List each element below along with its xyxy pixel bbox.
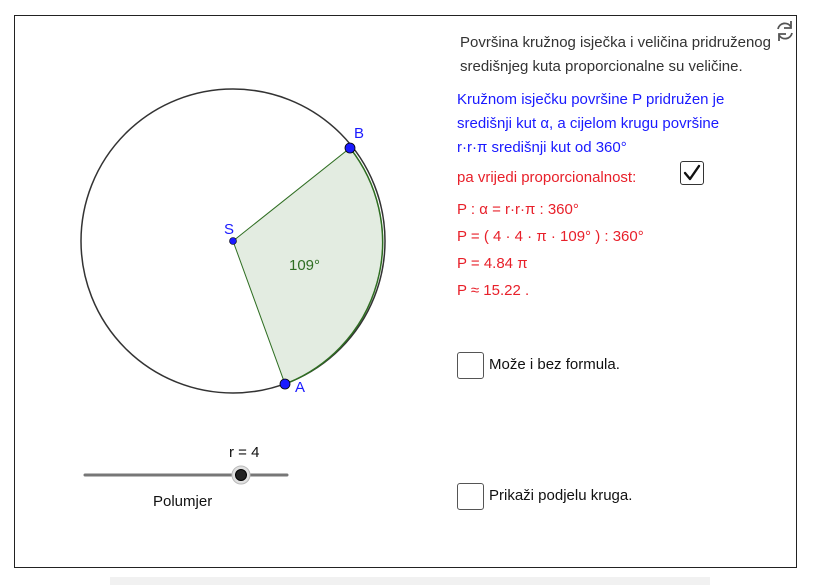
radius-value-label: r = 4 — [229, 444, 260, 461]
show-division-checkbox[interactable] — [457, 483, 484, 510]
angle-label: 109° — [289, 257, 321, 274]
point-a[interactable] — [280, 379, 290, 389]
blue-text-line-3: r·r·π središnji kut od 360° — [457, 139, 627, 156]
point-b-label: B — [354, 125, 365, 142]
point-b[interactable] — [345, 143, 355, 153]
description-line-1: Površina kružnog isječka i veličina pridruženog — [460, 34, 771, 51]
blue-text-line-2: središnji kut α, a cijelom krugu površine — [457, 115, 720, 132]
show-division-label: Prikaži podjelu kruga. — [489, 487, 633, 504]
point-a-label: A — [295, 379, 306, 396]
proportion-checkbox[interactable] — [680, 161, 704, 185]
blue-text-line-1: Kružnom isječku površine P pridružen je — [457, 91, 725, 108]
center-point-s — [230, 238, 237, 245]
proportion-label: pa vrijedi proporcionalnost: — [457, 169, 637, 186]
equation-3: P = 4.84 π — [457, 255, 528, 272]
reset-icon[interactable] — [778, 21, 792, 41]
radius-slider-thumb[interactable] — [236, 470, 247, 481]
equation-2: P = ( 4 · 4 · π · 109° ) : 360° — [457, 228, 644, 245]
check-mark-icon — [681, 162, 703, 184]
equation-1: P : α = r·r·π : 360° — [457, 201, 579, 218]
radius-slider-name: Polumjer — [153, 493, 213, 510]
center-label: S — [224, 221, 235, 238]
description-line-2: središnjeg kuta proporcionalne su veličine. — [460, 58, 743, 75]
equation-4: P ≈ 15.22 . — [457, 282, 530, 299]
no-formula-checkbox[interactable] — [457, 352, 484, 379]
no-formula-label: Može i bez formula. — [489, 356, 620, 373]
